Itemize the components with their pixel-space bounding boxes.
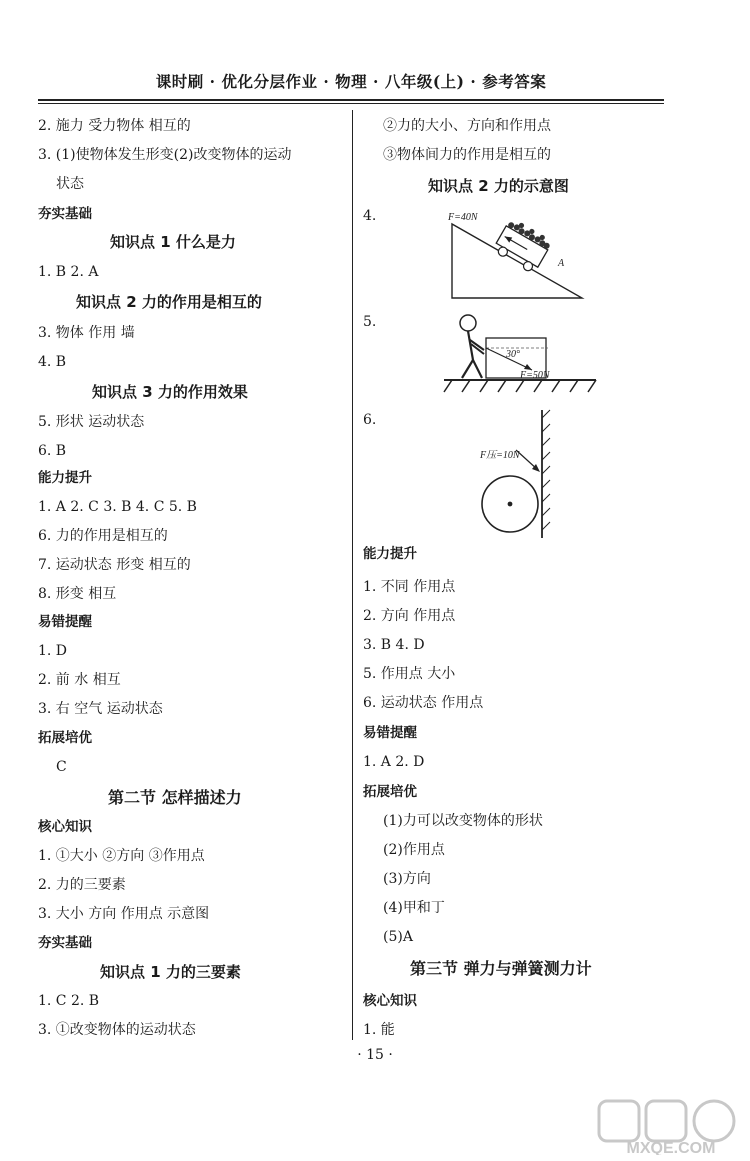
answer-line: 状态 [56, 176, 84, 192]
answer-line: 3. 大小 方向 作用点 示意图 [38, 906, 210, 922]
answer-line: 3. B 4. D [363, 637, 425, 653]
answer-line: (1)力可以改变物体的形状 [383, 813, 543, 829]
section-heading: 拓展培优 [38, 730, 92, 746]
answer-line: (2)作用点 [383, 842, 445, 858]
answer-line: (4)甲和丁 [383, 900, 445, 916]
answer-line: 2. 施力 受力物体 相互的 [38, 118, 191, 134]
knowledge-point-heading: 知识点 1 力的三要素 [100, 963, 241, 981]
answer-line: 8. 形变 相互 [38, 586, 117, 602]
answer-line: 2. 前 水 相互 [38, 672, 121, 688]
answer-line: 1. ①大小 ②方向 ③作用点 [38, 848, 205, 864]
header-rule-thick [38, 99, 664, 101]
angle-label: 30° [506, 349, 520, 360]
answer-line: ②力的大小、方向和作用点 [383, 118, 551, 134]
section-heading: 能力提升 [38, 470, 92, 486]
force-label: F压=10N [480, 450, 520, 461]
answer-line: 1. 能 [363, 1022, 395, 1038]
answer-line: (5)A [383, 929, 413, 945]
incline-cart-diagram [440, 200, 585, 302]
column-divider [352, 110, 353, 1040]
section-heading: 核心知识 [38, 819, 92, 835]
section-heading: 易错提醒 [38, 614, 92, 630]
section-heading: 夯实基础 [38, 206, 92, 222]
knowledge-point-heading: 知识点 2 力的作用是相互的 [76, 293, 262, 311]
knowledge-point-heading: 知识点 2 力的示意图 [428, 177, 569, 195]
point-label: A [558, 258, 565, 269]
watermark-logo [596, 1095, 746, 1155]
force-label: F=40N [448, 212, 478, 223]
answer-line: (3)方向 [383, 871, 431, 887]
answer-line: 3. 物体 作用 墙 [38, 325, 135, 341]
answer-line: 1. C 2. B [38, 993, 100, 1009]
person-pushing-box-diagram [440, 308, 600, 400]
answer-line: 1. 不同 作用点 [363, 579, 456, 595]
answer-line: 1. D [38, 643, 68, 659]
answer-line: 2. 方向 作用点 [363, 608, 456, 624]
answer-line: 1. A 2. C 3. B 4. C 5. B [38, 499, 197, 515]
answer-line: 2. 力的三要素 [38, 877, 126, 893]
question-number: 5. [363, 314, 377, 330]
answer-line: 6. 力的作用是相互的 [38, 528, 168, 544]
section-heading: 能力提升 [363, 546, 417, 562]
ball-against-wall-diagram [468, 408, 556, 540]
knowledge-point-heading: 知识点 3 力的作用效果 [92, 383, 248, 401]
answer-line: 4. B [38, 354, 67, 370]
answer-line: 1. B 2. A [38, 264, 99, 280]
knowledge-point-heading: 知识点 1 什么是力 [110, 233, 236, 251]
answer-line: C [56, 759, 67, 775]
section-heading: 核心知识 [363, 993, 417, 1009]
answer-line: 1. A 2. D [363, 754, 425, 770]
chapter-heading: 第三节 弹力与弹簧测力计 [410, 959, 592, 978]
section-heading: 易错提醒 [363, 725, 417, 741]
answer-line: ③物体间力的作用是相互的 [383, 147, 551, 163]
section-heading: 拓展培优 [363, 784, 417, 800]
svg-text:MXQE.COM: MXQE.COM [626, 1140, 716, 1155]
answer-line: 3. ①改变物体的运动状态 [38, 1022, 196, 1038]
chapter-heading: 第二节 怎样描述力 [108, 788, 242, 807]
answer-line: 5. 作用点 大小 [363, 666, 456, 682]
force-label: F=50N [520, 370, 550, 381]
question-number: 6. [363, 412, 377, 428]
answer-line: 6. B [38, 443, 67, 459]
answer-line: 3. 右 空气 运动状态 [38, 701, 163, 717]
answer-line: 5. 形状 运动状态 [38, 414, 145, 430]
section-heading: 夯实基础 [38, 935, 92, 951]
page-number: · 15 · [357, 1047, 393, 1063]
answer-line: 7. 运动状态 形变 相互的 [38, 557, 191, 573]
question-number: 4. [363, 208, 377, 224]
answer-line: 3. (1)使物体发生形变(2)改变物体的运动 [38, 147, 292, 163]
page-header: 课时刷 · 优化分层作业 · 物理 · 八年级(上) · 参考答案 [155, 72, 547, 91]
header-rule-thin [38, 103, 664, 104]
answer-line: 6. 运动状态 作用点 [363, 695, 484, 711]
